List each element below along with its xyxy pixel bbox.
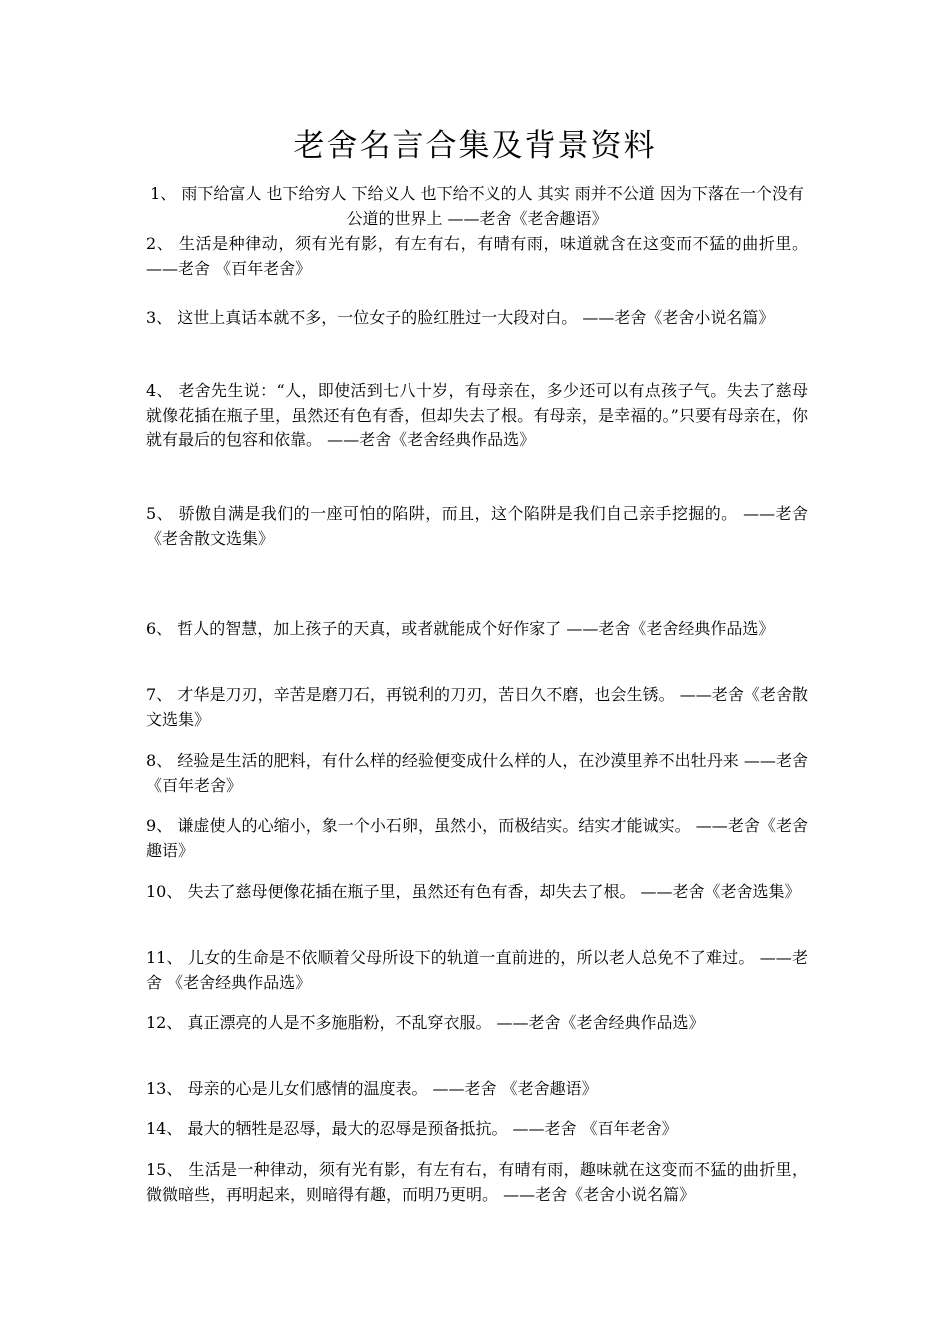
quote-8: 8、 经验是生活的肥料，有什么样的经验便变成什么样的人，在沙漠里养不出牡丹来 ——老舍 《百年老舍》 (146, 751, 808, 795)
page-title: 老舍名言合集及背景资料 (293, 128, 657, 164)
quote-2: 2、 生活是种律动，须有光有影，有左有右，有晴有雨，味道就含在这变而不猛的曲折里。 ——老舍 《百年老舍》 (146, 234, 808, 278)
quote-10: 10、 失去了慈母便像花插在瓶子里，虽然还有色有香，却失去了根。 ——老舍《老舍选集》 (146, 882, 801, 901)
quote-6: 6、 哲人的智慧，加上孩子的天真，或者就能成个好作家了 ——老舍《老舍经典作品选》 (146, 619, 775, 638)
quote-4: 4、 老舍先生说：“人，即使活到七八十岁，有母亲在，多少还可以有点孩子气。失去了慈母就像花插在瓶子里，虽然还有色有香，但却失去了根。有母亲，是幸福的。”只要有母亲在，你就有最后的包容和依靠。 ——老舍《老舍经典作品选》 (146, 381, 808, 449)
quote-9: 9、 谦虚使人的心缩小，象一个小石卵，虽然小，而极结实。结实才能诚实。 ——老舍《老舍趣语》 (146, 816, 808, 860)
quote-11: 11、 儿女的生命是不依顺着父母所设下的轨道一直前进的，所以老人总免不了难过。 ——老舍 《老舍经典作品选》 (146, 948, 808, 992)
quote-7: 7、 才华是刀刃，辛苦是磨刀石，再锐利的刀刃，苦日久不磨，也会生锈。 ——老舍《老舍散文选集》 (146, 685, 808, 729)
quote-12: 12、 真正漂亮的人是不多施脂粉，不乱穿衣服。 ——老舍《老舍经典作品选》 (146, 1013, 705, 1032)
quote-14: 14、 最大的牺牲是忍辱，最大的忍辱是预备抵抗。 ——老舍 《百年老舍》 (146, 1119, 678, 1138)
quote-5: 5、 骄傲自满是我们的一座可怕的陷阱，而且，这个陷阱是我们自己亲手挖掘的。 ——老舍《老舍散文选集》 (146, 504, 808, 548)
quote-list (146, 232, 808, 1238)
quote-13: 13、 母亲的心是儿女们感情的温度表。 ——老舍 《老舍趣语》 (146, 1079, 598, 1098)
paragraph-gap (146, 585, 808, 617)
quote-3: 3、 这世上真话本就不多，一位女子的脸红胜过一大段对白。 ——老舍《老舍小说名篇》 (146, 308, 775, 327)
quote-15: 15、 生活是一种律动，须有光有影，有左有右，有晴有雨，趣味就在这变而不猛的曲折里，微微暗些，再明起来，则暗得有趣，而明乃更明。 ——老舍《老舍小说名篇》 (146, 1160, 808, 1204)
quote-1: 1、 雨下给富人 也下给穷人 下给义人 也下给不义的人 其实 雨并不公道 因为下落在一个没有公道的世界上 ——老舍《老舍趣语》 (150, 184, 804, 228)
